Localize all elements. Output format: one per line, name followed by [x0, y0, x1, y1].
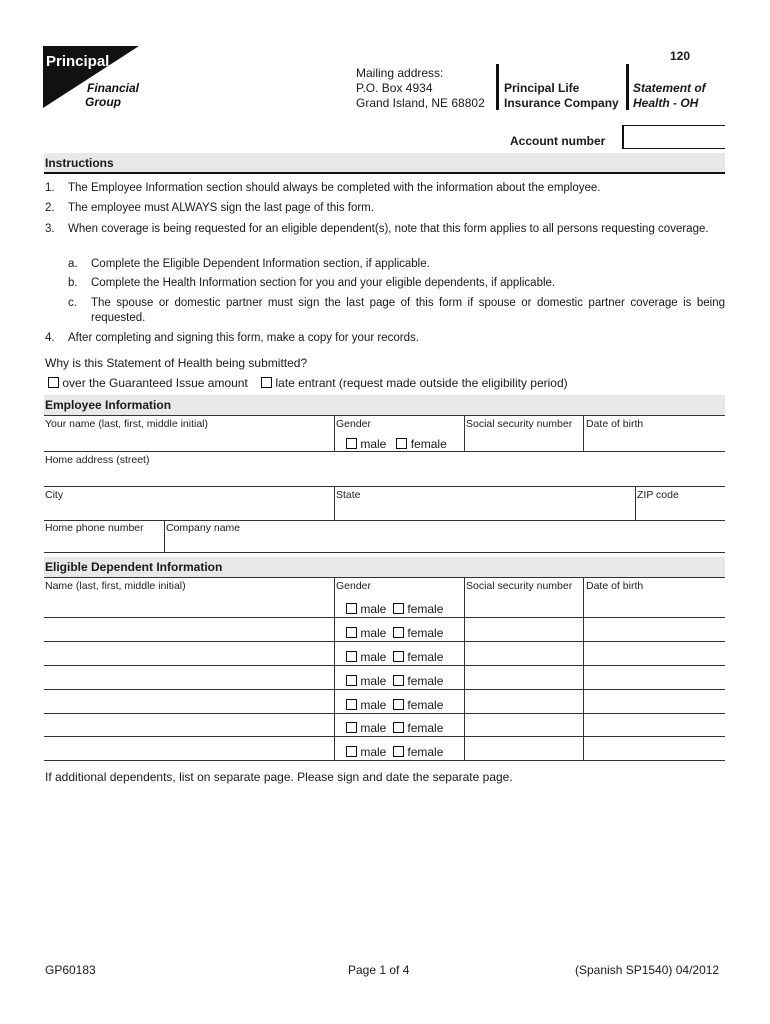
dependent-ssn-label: Social security number	[466, 580, 573, 592]
instruction-text: After completing and signing this form, make a copy for your records.	[68, 332, 419, 344]
form-code: GP60183	[45, 963, 96, 977]
employee-ssn-label: Social security number	[466, 418, 573, 430]
instruction-text: The employee must ALWAYS sign the last page of this form.	[68, 202, 374, 214]
instruction-text: The spouse or domestic partner must sign the last page of this form if spouse or domestic partner coverage is being requested.	[91, 297, 725, 324]
employee-name-label: Your name (last, first, middle initial)	[45, 418, 209, 430]
field-line	[44, 736, 725, 737]
field-line	[44, 552, 725, 553]
late-entrant-checkbox[interactable]	[261, 377, 272, 388]
male-label: male	[360, 745, 387, 759]
instruction-letter: c.	[68, 297, 77, 309]
male-checkbox[interactable]	[346, 746, 357, 757]
statement-title	[633, 81, 706, 111]
late-entrant-label: late entrant (request made outside the eligibility period)	[275, 376, 568, 390]
field-divider	[334, 486, 335, 521]
female-checkbox[interactable]	[393, 699, 404, 710]
instruction-number: 3.	[45, 223, 55, 235]
female-checkbox[interactable]	[393, 627, 404, 638]
spanish-version: (Spanish SP1540) 04/2012	[575, 963, 720, 977]
field-line	[44, 713, 725, 714]
mailing-line-3: Grand Island, NE 68802	[356, 96, 485, 110]
female-label: female	[407, 721, 444, 735]
female-label: female	[407, 650, 444, 664]
submission-options	[48, 376, 568, 390]
dependent-gender-row	[346, 745, 443, 759]
logo-principal-text: Principal	[46, 53, 110, 70]
female-checkbox[interactable]	[393, 675, 404, 686]
mailing-address	[356, 66, 485, 111]
female-label: female	[410, 437, 447, 451]
account-number-label: Account number	[510, 134, 606, 148]
male-label: male	[360, 721, 387, 735]
male-label: male	[360, 437, 387, 451]
company-line-2: Insurance Company	[504, 96, 619, 110]
female-checkbox[interactable]	[393, 722, 404, 733]
company-line-1: Principal Life	[504, 81, 580, 95]
dependent-dob-label: Date of birth	[586, 580, 644, 592]
employee-gender-label: Gender	[336, 418, 372, 430]
account-number-field[interactable]	[622, 125, 725, 149]
instruction-number: 2.	[45, 202, 55, 214]
field-divider	[583, 416, 584, 452]
dependent-info-header: Eligible Dependent Information	[44, 557, 725, 578]
field-line	[44, 641, 725, 642]
instructions-header: Instructions	[44, 153, 725, 174]
female-checkbox[interactable]	[393, 651, 404, 662]
form-number: 120	[670, 49, 691, 63]
male-label: male	[360, 674, 387, 688]
male-checkbox[interactable]	[346, 675, 357, 686]
male-checkbox[interactable]	[346, 651, 357, 662]
dependent-gender-row	[346, 650, 443, 664]
field-divider	[635, 486, 636, 521]
female-checkbox[interactable]	[393, 746, 404, 757]
male-checkbox[interactable]	[346, 603, 357, 614]
male-checkbox[interactable]	[346, 438, 357, 449]
instruction-letter: a.	[68, 258, 78, 270]
male-label: male	[360, 698, 387, 712]
company-name-label: Company name	[166, 522, 241, 534]
female-label: female	[407, 626, 444, 640]
male-label: male	[360, 602, 387, 616]
dependent-gender-row	[346, 721, 443, 735]
company-name	[504, 81, 619, 111]
field-divider	[334, 416, 335, 452]
home-address-label: Home address (street)	[45, 454, 150, 466]
mailing-line-2: P.O. Box 4934	[356, 81, 433, 95]
field-line	[44, 665, 725, 666]
dependent-gender-row	[346, 698, 443, 712]
logo-group-text: Group	[85, 95, 121, 108]
divider	[496, 64, 499, 110]
field-line	[44, 451, 725, 452]
instruction-text: The Employee Information section should always be completed with the information about the employee.	[68, 182, 601, 194]
instruction-text: Complete the Eligible Dependent Information section, if applicable.	[91, 258, 430, 270]
dependent-gender-row	[346, 602, 443, 616]
instruction-number: 1.	[45, 182, 55, 194]
divider	[626, 64, 629, 110]
additional-dependents-note: If additional dependents, list on separate page. Please sign and date the separate page.	[45, 770, 513, 784]
field-line	[44, 760, 725, 761]
instruction-number: 4.	[45, 332, 55, 344]
instruction-text: When coverage is being requested for an eligible dependent(s), note that this form applies to all persons requesting coverage.	[68, 223, 709, 235]
male-label: male	[360, 626, 387, 640]
employee-gender	[346, 437, 447, 451]
field-divider	[164, 520, 165, 553]
field-line	[44, 486, 725, 487]
male-checkbox[interactable]	[346, 627, 357, 638]
employee-dob-label: Date of birth	[586, 418, 644, 430]
city-label: City	[45, 489, 64, 501]
dependent-name-label: Name (last, first, middle initial)	[45, 580, 186, 592]
field-line	[44, 689, 725, 690]
field-line	[44, 520, 725, 521]
statement-line-2: Health - OH	[633, 96, 699, 110]
logo-financial-text: Financial	[87, 81, 139, 95]
dependent-gender-row	[346, 626, 443, 640]
female-label: female	[407, 602, 444, 616]
female-label: female	[407, 674, 444, 688]
female-checkbox[interactable]	[396, 438, 407, 449]
state-label: State	[336, 489, 361, 501]
zip-label: ZIP code	[637, 489, 679, 501]
male-label: male	[360, 650, 387, 664]
male-checkbox[interactable]	[346, 722, 357, 733]
dependent-gender-row	[346, 674, 443, 688]
male-checkbox[interactable]	[346, 699, 357, 710]
submission-question: Why is this Statement of Health being submitted?	[45, 356, 308, 370]
field-divider	[464, 578, 465, 760]
field-divider	[334, 578, 335, 760]
mailing-line-1: Mailing address:	[356, 66, 444, 80]
dependent-gender-label: Gender	[336, 580, 372, 592]
principal-logo	[43, 46, 139, 108]
home-phone-label: Home phone number	[45, 522, 144, 534]
female-label: female	[407, 698, 444, 712]
guaranteed-issue-label: over the Guaranteed Issue amount	[62, 376, 248, 390]
female-label: female	[407, 745, 444, 759]
employee-info-header: Employee Information	[44, 395, 725, 416]
field-divider	[464, 416, 465, 452]
female-checkbox[interactable]	[393, 603, 404, 614]
instruction-letter: b.	[68, 277, 78, 289]
instruction-text: Complete the Health Information section for you and your eligible dependents, if applicable.	[91, 277, 556, 289]
statement-line-1: Statement of	[633, 81, 706, 95]
guaranteed-issue-checkbox[interactable]	[48, 377, 59, 388]
page-number: Page 1 of 4	[348, 963, 410, 977]
field-line	[44, 617, 725, 618]
field-divider	[583, 578, 584, 760]
